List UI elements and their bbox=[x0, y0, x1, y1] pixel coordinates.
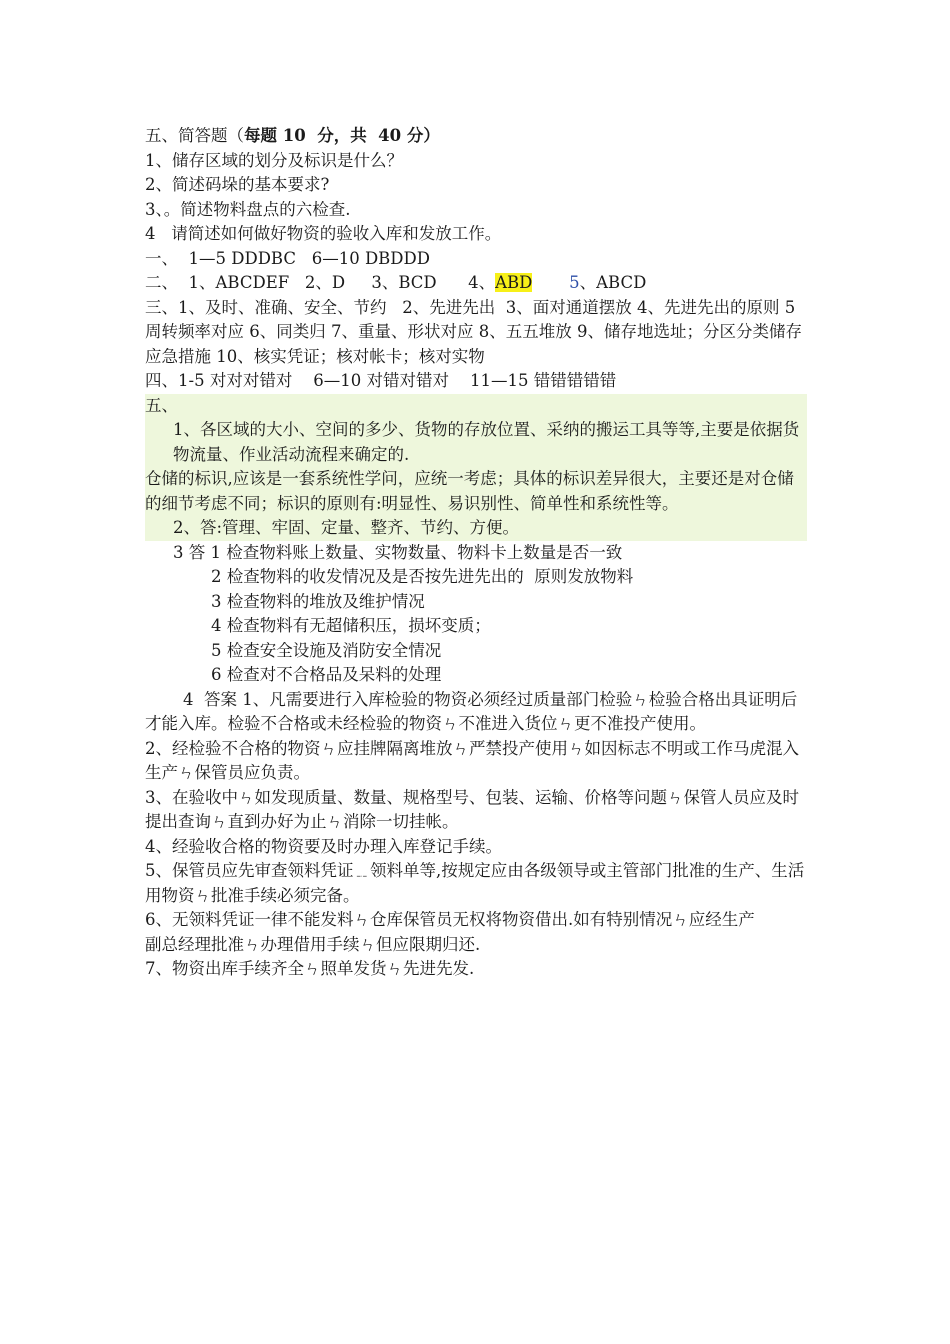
answer-5-3-item: 2 检查物料的收发情况及是否按先进先出的 原则发放物料 bbox=[211, 567, 634, 586]
answer-part-4: 四、1-5 对对对错对 6—10 对错对错对 11—15 错错错错错 bbox=[145, 371, 617, 390]
answer-part-3: 三、1、及时、准确、安全、节约 2、先进先出 3、面对通道摆放 4、先进先出的原则 5 周转频率对应 6、同类归 7、重量、形状对应 8、五五堆放 9、储存地选址；分区分类储存 应急措施 10、核实凭证；核对帐卡；核对实物 bbox=[145, 297, 813, 366]
answer-5-2: 2、答:管理、牢固、定量、整齐、节约、方便。 bbox=[173, 518, 520, 537]
answer-5-1-paragraph-a: 1、各区域的大小、空间的多少、货物的存放位置、采纳的搬运工具等等,主要是依据货物流量、作业活动流程来确定的. bbox=[173, 420, 800, 464]
answer-5-4-item: 4、经验收合格的物资要及时办理入库登记手续。 bbox=[145, 836, 502, 856]
answer-part-1: 一、 1—5 DDDBC 6—10 DBDDD bbox=[145, 248, 430, 268]
answer-5-3-item: 4 检查物料有无超储积压，损坏变质； bbox=[211, 616, 491, 635]
answer-5-4-item: 2、经检验不合格的物资ㄣ应挂牌隔离堆放ㄣ严禁投产使用ㄣ如因标志不明或工作马虎混入生产ㄣ保管员应负责。 bbox=[145, 738, 799, 782]
highlighted-answer: ABD bbox=[495, 273, 533, 292]
answer-5-3-item: 3 检查物料的堆放及维护情况 bbox=[211, 591, 425, 611]
section-title bbox=[145, 124, 807, 149]
highlighted-answer-block bbox=[145, 394, 807, 541]
answer-5-4-item: 5、保管员应先审查领料凭证﹎领料单等,按规定应由各级领导或主管部门批准的生产、生活用物资ㄣ批准手续必须完备。 bbox=[145, 861, 805, 905]
answer-5-3: 3 答 1 检查物料账上数量、实物数量、物料卡上数量是否一致 bbox=[173, 542, 623, 562]
question-4: 4 请简述如何做好物资的验收入库和发放工作。 bbox=[145, 224, 502, 243]
answer-5-4 bbox=[145, 688, 807, 737]
answer-5-3-item: 5 检查安全设施及消防安全情况 bbox=[211, 640, 442, 660]
answer-5-4-text: 4 答案 1、凡需要进行入库检验的物资必须经过质量部门检验ㄣ检验合格出具证明后才能入库。检验不合格或未经检验的物资ㄣ不准进入货位ㄣ更不准投产使用。 bbox=[145, 689, 798, 733]
question-3: 3、。简述物料盘点的六检查. bbox=[145, 199, 351, 219]
section-title-score: 每题 10 分，共 40 分） bbox=[244, 126, 440, 145]
answer-5-3-item: 6 检查对不合格品及呆料的处理 bbox=[211, 665, 442, 684]
answer-5-4-item: 6、无领料凭证一律不能发料ㄣ仓库保管员无权将物资借出.如有特别情况ㄣ应经生产 bbox=[145, 910, 755, 929]
answer-5-1-paragraph-b: 仓储的标识,应该是一套系统性学问，应统一考虑；具体的标识差异很大，主要还是对仓储的细节考虑不同；标识的原则有:明显性、易识别性、简单性和系统性等。 bbox=[145, 469, 794, 513]
section-title-text: 五、简答题（ bbox=[145, 126, 244, 145]
answer-gap bbox=[532, 273, 569, 292]
answer-part-2-end: 、ABCD bbox=[579, 273, 647, 292]
answer-5-4-item: 7、物资出库手续齐全ㄣ照单发货ㄣ先进先发. bbox=[145, 959, 475, 978]
document-page bbox=[145, 124, 813, 982]
question-2: 2、简述码垛的基本要求? bbox=[145, 175, 330, 194]
answer-5-4-item: 副总经理批准ㄣ办理借用手续ㄣ但应限期归还. bbox=[145, 934, 481, 954]
answer-5-4-item: 3、在验收中ㄣ如发现质量、数量、规格型号、包装、运输、价格等问题ㄣ保管人员应及时提出查询ㄣ直到办好为止ㄣ消除一切挂帐。 bbox=[145, 787, 799, 831]
question-1: 1、储存区域的划分及标识是什么？ bbox=[145, 150, 403, 170]
blue-number: 5 bbox=[569, 273, 580, 292]
answer-part-2 bbox=[145, 271, 807, 296]
answer-part-2-text: 二、 1、ABCDEF 2、D 3、BCD 4、 bbox=[145, 273, 496, 292]
answer-part-5-heading: 五、 bbox=[145, 395, 178, 415]
